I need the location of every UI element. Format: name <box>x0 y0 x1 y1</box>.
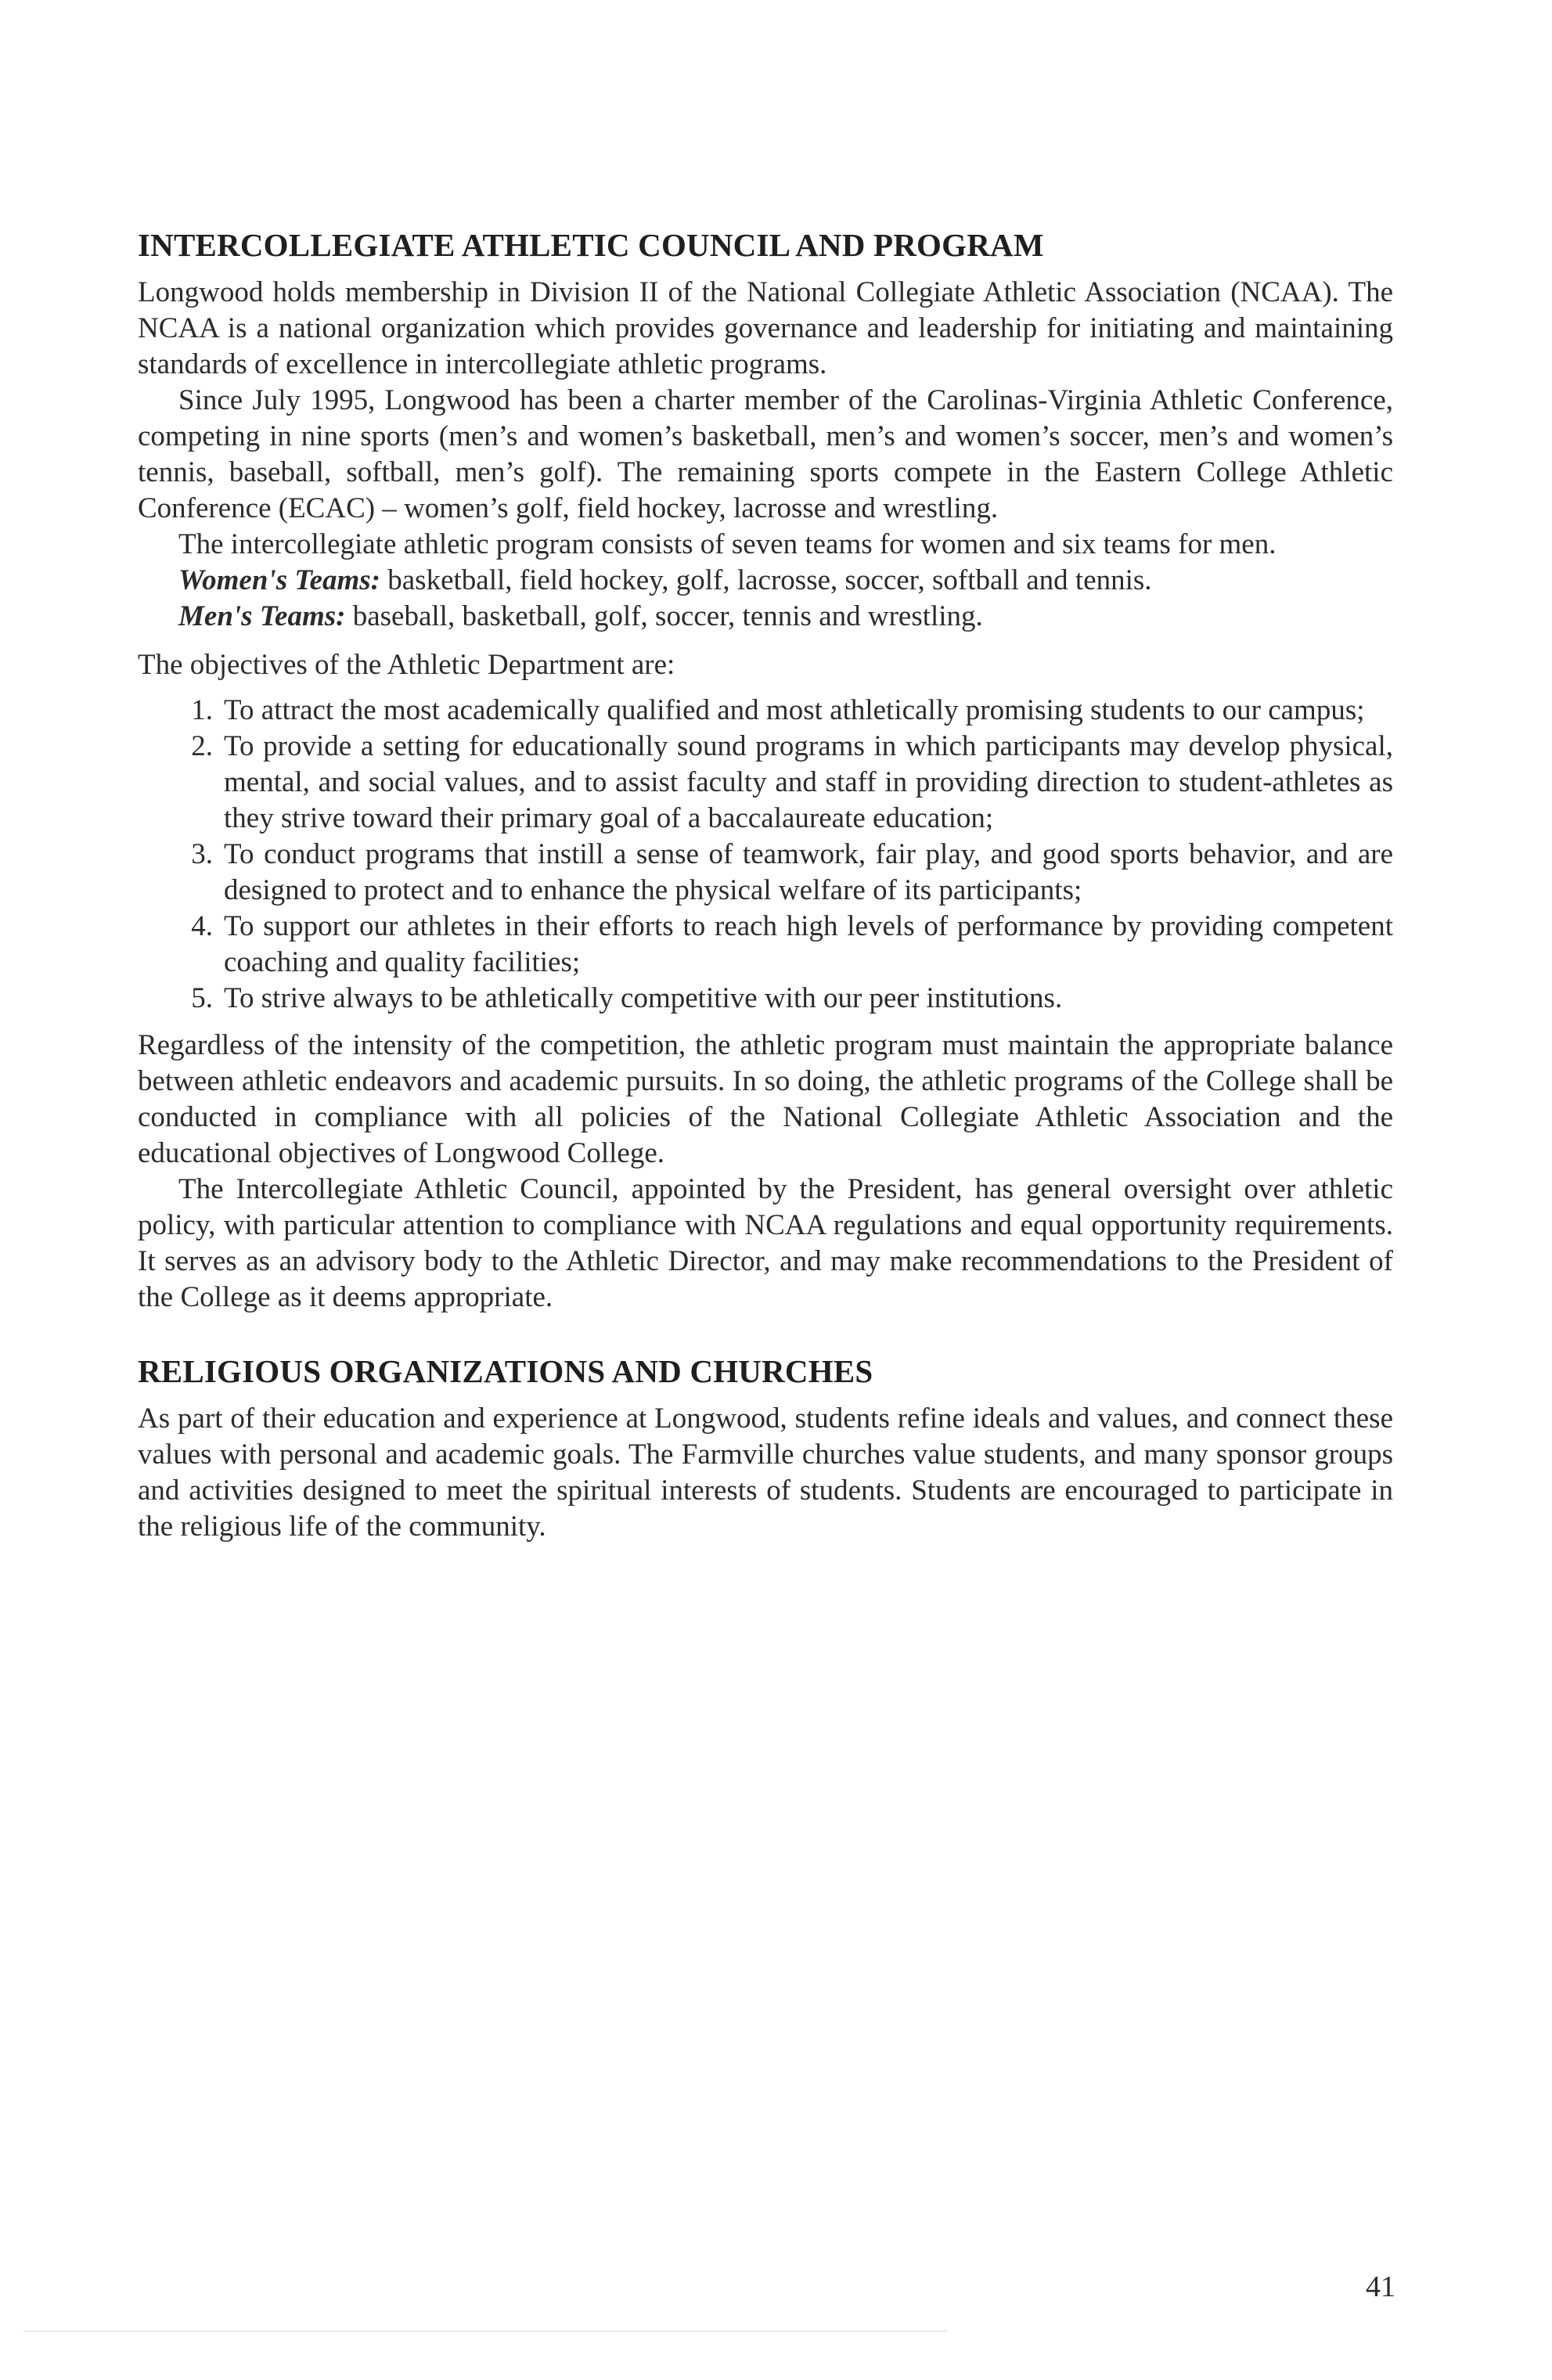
section-heading-religious: RELIGIOUS ORGANIZATIONS AND CHURCHES <box>138 1353 873 1390</box>
page-content <box>138 227 1393 1545</box>
objective-text: To provide a setting for educationally sound programs in which participants may develop physical, mental, and social values, and to assist faculty and staff in providing direction to student-athletes as they strive toward their primary goal of a baccalaureate education; <box>224 730 1393 835</box>
mens-teams-line <box>138 599 1393 635</box>
objective-item <box>138 729 1393 837</box>
womens-teams-label: Women's Teams: <box>178 564 380 597</box>
paragraph-program-teams: The intercollegiate athletic program consists of seven teams for women and six teams for men. <box>178 528 1277 561</box>
paragraph-athletic-council: The Intercollegiate Athletic Council, appointed by the President, has general oversight over athletic policy, with particular attention to compliance with NCAA regulations and equal opportunity requirements. It serves as an advisory body to the Athletic Director, and may make recommendations to the President of the College as it deems appropriate. <box>138 1173 1393 1314</box>
section-heading-athletics: INTERCOLLEGIATE ATHLETIC COUNCIL AND PROGRAM <box>138 227 1044 263</box>
objective-text: To strive always to be athletically competitive with our peer institutions. <box>224 982 1063 1015</box>
objective-number: 3. <box>191 838 213 871</box>
objectives-intro: The objectives of the Athletic Department are: <box>138 649 675 682</box>
objective-item <box>138 981 1393 1017</box>
objective-text: To attract the most academically qualified and most athletically promising students to our campus; <box>224 694 1365 727</box>
objective-item <box>138 837 1393 909</box>
paragraph-ncaa-membership: Longwood holds membership in Division II of the National Collegiate Athletic Association (NCAA). The NCAA is a national organization which provides governance and leadership for initiating and maintaining standards of excellence in intercollegiate athletic programs. <box>138 276 1393 381</box>
objective-item <box>138 909 1393 981</box>
paragraph-religious-life: As part of their education and experience at Longwood, students refine ideals and values, and connect these values with personal and academic goals. The Farmville churches value students, and many sponsor groups and activities designed to meet the spiritual interests of students. Students are encouraged to participate in the religious life of the community. <box>138 1402 1393 1543</box>
objective-number: 1. <box>191 694 213 727</box>
objective-number: 4. <box>191 910 213 943</box>
womens-teams-line <box>138 563 1393 599</box>
objective-text: To support our athletes in their efforts to reach high levels of performance by providing competent coaching and quality facilities; <box>224 910 1393 979</box>
page-number: 41 <box>1366 2270 1395 2303</box>
mens-teams-label: Men's Teams: <box>178 600 346 633</box>
womens-teams-list: basketball, field hockey, golf, lacrosse, soccer, softball and tennis. <box>387 564 1152 597</box>
objectives-list <box>138 693 1393 1017</box>
objective-number: 5. <box>191 982 213 1015</box>
objective-item <box>138 693 1393 729</box>
objective-number: 2. <box>191 730 213 763</box>
mens-teams-list: baseball, basketball, golf, soccer, tennis and wrestling. <box>352 600 983 633</box>
paragraph-conference: Since July 1995, Longwood has been a charter member of the Carolinas-Virginia Athletic Conference, competing in nine sports (men’s and women’s basketball, men’s and women’s soccer, men’s and women’s tennis, baseball, softball, men’s golf). The remaining sports compete in the Eastern College Athletic Conference (ECAC) – women’s golf, field hockey, lacrosse and wrestling. <box>138 384 1393 525</box>
section-spacer <box>138 1316 1393 1353</box>
objective-text: To conduct programs that instill a sense of teamwork, fair play, and good sports behavior, and are designed to protect and to enhance the physical welfare of its participants; <box>224 838 1393 907</box>
paragraph-balance: Regardless of the intensity of the competition, the athletic program must maintain the appropriate balance between athletic endeavors and academic pursuits. In so doing, the athletic programs of the College shall be conducted in compliance with all policies of the National Collegiate Athletic Association and the educational objectives of Longwood College. <box>138 1029 1393 1170</box>
